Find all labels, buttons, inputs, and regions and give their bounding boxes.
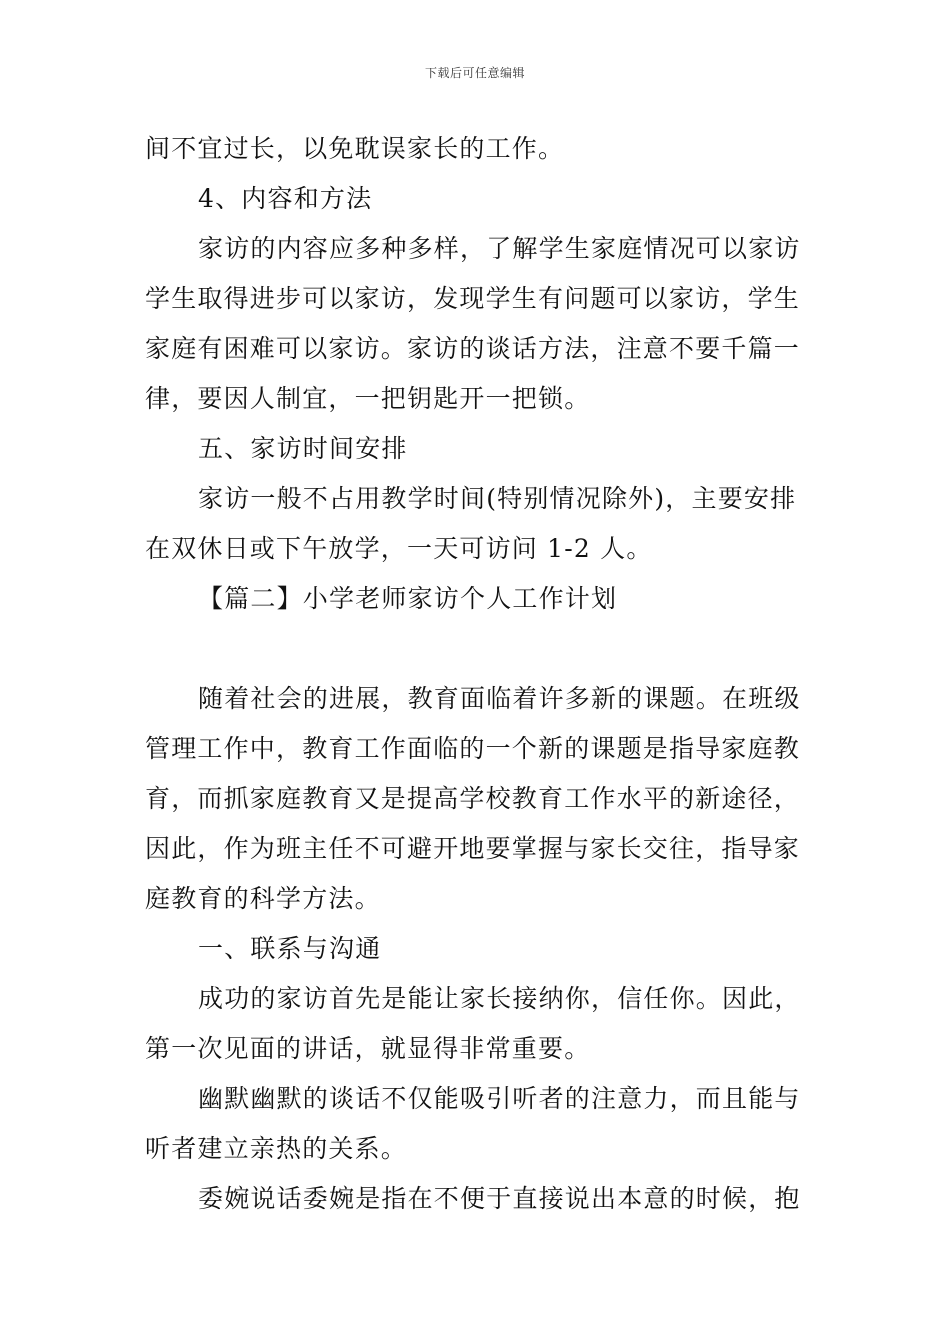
paragraph-line: 幽默幽默的谈话不仅能吸引听者的注意力，而且能与 bbox=[198, 1084, 801, 1113]
paragraph-line: 在双休日或下午放学，一天可访问 1-2 人。 bbox=[145, 534, 653, 563]
paragraph-line: 学生取得进步可以家访，发现学生有问题可以家访，学生 bbox=[145, 284, 801, 313]
paragraph-line: 随着社会的进展，教育面临着许多新的课题。在班级 bbox=[198, 684, 801, 713]
paragraph-line: 听者建立亲热的关系。 bbox=[145, 1134, 408, 1163]
paragraph-line: 成功的家访首先是能让家长接纳你，信任你。因此， bbox=[198, 984, 801, 1013]
section-heading: 五、家访时间安排 bbox=[198, 434, 408, 463]
paragraph-line: 间不宜过长，以免耽误家长的工作。 bbox=[145, 134, 565, 163]
paragraph-line: 管理工作中，教育工作面临的一个新的课题是指导家庭教 bbox=[145, 734, 801, 763]
section-heading: 4、内容和方法 bbox=[198, 184, 373, 213]
paragraph-line: 家访一般不占用教学时间(特别情况除外)，主要安排 bbox=[198, 484, 797, 513]
paragraph-line: 家访的内容应多种多样，了解学生家庭情况可以家访 bbox=[198, 234, 801, 263]
paragraph-line: 庭教育的科学方法。 bbox=[145, 884, 381, 913]
paragraph-line: 律，要因人制宜，一把钥匙开一把锁。 bbox=[145, 384, 591, 413]
document-body bbox=[145, 124, 810, 1224]
paragraph-line: 第一次见面的讲话，就显得非常重要。 bbox=[145, 1034, 591, 1063]
paragraph-line: 育，而抓家庭教育又是提高学校教育工作水平的新途径， bbox=[145, 784, 801, 813]
section-heading: 一、联系与沟通 bbox=[198, 934, 382, 963]
paragraph-line: 因此，作为班主任不可避开地要掌握与家长交往，指导家 bbox=[145, 834, 801, 863]
paragraph-line: 家庭有困难可以家访。家访的谈话方法，注意不要千篇一 bbox=[145, 334, 801, 363]
page-header: 下载后可任意编辑 bbox=[424, 66, 525, 80]
paragraph-line: 委婉说话委婉是指在不便于直接说出本意的时候，抱 bbox=[198, 1184, 801, 1213]
article-title: 【篇二】小学老师家访个人工作计划 bbox=[198, 584, 618, 613]
blank-spacer bbox=[145, 624, 810, 674]
